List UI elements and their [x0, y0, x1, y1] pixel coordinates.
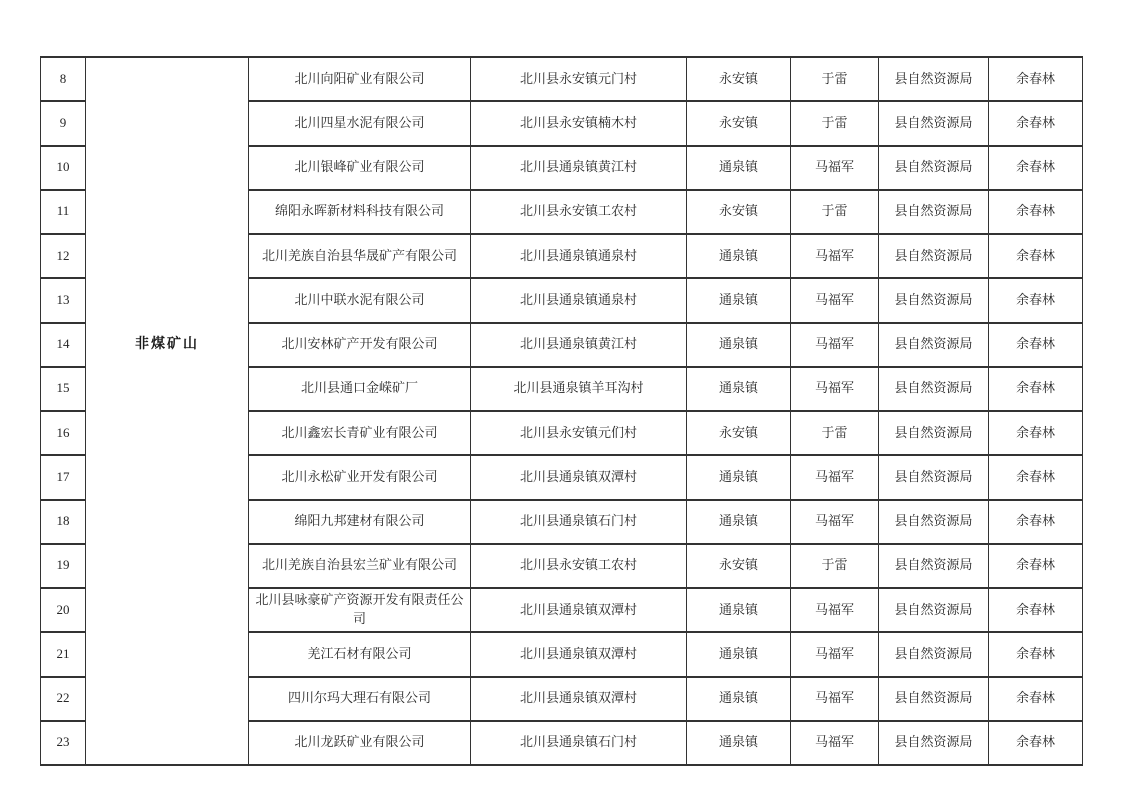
- company-cell: 北川鑫宏长青矿业有限公司: [249, 411, 471, 455]
- town-contact-cell: 马福军: [791, 234, 879, 278]
- department-cell: 县自然资源局: [879, 367, 989, 411]
- town-contact-cell: 马福军: [791, 677, 879, 721]
- town-contact-cell: 于雷: [791, 57, 879, 101]
- town-contact-cell: 于雷: [791, 190, 879, 234]
- department-cell: 县自然资源局: [879, 323, 989, 367]
- town-contact-cell: 于雷: [791, 411, 879, 455]
- town-cell: 永安镇: [687, 101, 791, 145]
- department-cell: 县自然资源局: [879, 146, 989, 190]
- company-cell: 绵阳九邦建材有限公司: [249, 500, 471, 544]
- supervisor-cell: 余春林: [989, 500, 1083, 544]
- address-cell: 北川县通泉镇黄江村: [471, 323, 687, 367]
- supervisor-cell: 余春林: [989, 57, 1083, 101]
- company-cell: 四川尔玛大理石有限公司: [249, 677, 471, 721]
- supervisor-cell: 余春林: [989, 632, 1083, 676]
- supervisor-cell: 余春林: [989, 721, 1083, 765]
- company-cell: 北川银峰矿业有限公司: [249, 146, 471, 190]
- town-cell: 通泉镇: [687, 677, 791, 721]
- address-cell: 北川县通泉镇羊耳沟村: [471, 367, 687, 411]
- address-cell: 北川县通泉镇双潭村: [471, 677, 687, 721]
- town-cell: 永安镇: [687, 57, 791, 101]
- town-contact-cell: 于雷: [791, 544, 879, 588]
- supervisor-cell: 余春林: [989, 190, 1083, 234]
- row-number-cell: 20: [41, 588, 86, 632]
- address-cell: 北川县永安镇工农村: [471, 544, 687, 588]
- row-number-cell: 11: [41, 190, 86, 234]
- department-cell: 县自然资源局: [879, 588, 989, 632]
- town-contact-cell: 马福军: [791, 632, 879, 676]
- row-number-cell: 9: [41, 101, 86, 145]
- town-contact-cell: 马福军: [791, 588, 879, 632]
- address-cell: 北川县通泉镇石门村: [471, 721, 687, 765]
- town-contact-cell: 马福军: [791, 146, 879, 190]
- town-cell: 通泉镇: [687, 721, 791, 765]
- category-cell: [86, 57, 249, 765]
- company-cell: 北川羌族自治县华晟矿产有限公司: [249, 234, 471, 278]
- row-number-cell: 8: [41, 57, 86, 101]
- row-number-cell: 16: [41, 411, 86, 455]
- town-cell: 通泉镇: [687, 455, 791, 499]
- department-cell: 县自然资源局: [879, 278, 989, 322]
- table-row: [41, 57, 1083, 101]
- town-contact-cell: 马福军: [791, 455, 879, 499]
- address-cell: 北川县通泉镇双潭村: [471, 588, 687, 632]
- department-cell: 县自然资源局: [879, 677, 989, 721]
- supervisor-cell: 余春林: [989, 367, 1083, 411]
- company-cell: 北川安林矿产开发有限公司: [249, 323, 471, 367]
- address-cell: 北川县通泉镇通泉村: [471, 278, 687, 322]
- address-cell: 北川县通泉镇黄江村: [471, 146, 687, 190]
- supervisor-cell: 余春林: [989, 677, 1083, 721]
- supervisor-cell: 余春林: [989, 323, 1083, 367]
- address-cell: 北川县通泉镇双潭村: [471, 455, 687, 499]
- department-cell: 县自然资源局: [879, 411, 989, 455]
- department-cell: 县自然资源局: [879, 632, 989, 676]
- town-cell: 通泉镇: [687, 367, 791, 411]
- company-cell: 北川龙跃矿业有限公司: [249, 721, 471, 765]
- address-cell: 北川县通泉镇双潭村: [471, 632, 687, 676]
- address-cell: 北川县永安镇工农村: [471, 190, 687, 234]
- company-cell: 北川县咏豪矿产资源开发有限责任公司: [249, 588, 471, 632]
- town-cell: 通泉镇: [687, 146, 791, 190]
- town-cell: 通泉镇: [687, 588, 791, 632]
- town-contact-cell: 马福军: [791, 721, 879, 765]
- address-cell: 北川县通泉镇石门村: [471, 500, 687, 544]
- row-number-cell: 13: [41, 278, 86, 322]
- company-cell: 北川中联水泥有限公司: [249, 278, 471, 322]
- supervisor-cell: 余春林: [989, 146, 1083, 190]
- town-contact-cell: 于雷: [791, 101, 879, 145]
- address-cell: 北川县永安镇元门村: [471, 57, 687, 101]
- supervisor-cell: 余春林: [989, 544, 1083, 588]
- row-number-cell: 17: [41, 455, 86, 499]
- supervisor-cell: 余春林: [989, 278, 1083, 322]
- category-label: 非煤矿山: [135, 337, 199, 353]
- supervisor-cell: 余春林: [989, 455, 1083, 499]
- mine-supervision-table: [40, 56, 1083, 766]
- supervisor-cell: 余春林: [989, 411, 1083, 455]
- row-number-cell: 10: [41, 146, 86, 190]
- supervisor-cell: 余春林: [989, 101, 1083, 145]
- row-number-cell: 21: [41, 632, 86, 676]
- town-cell: 永安镇: [687, 411, 791, 455]
- row-number-cell: 15: [41, 367, 86, 411]
- town-cell: 永安镇: [687, 544, 791, 588]
- table-body: [41, 57, 1083, 765]
- company-cell: 北川四星水泥有限公司: [249, 101, 471, 145]
- town-cell: 通泉镇: [687, 323, 791, 367]
- address-cell: 北川县永安镇楠木村: [471, 101, 687, 145]
- row-number-cell: 12: [41, 234, 86, 278]
- company-cell: 北川县通口金嵘矿厂: [249, 367, 471, 411]
- company-cell: 北川向阳矿业有限公司: [249, 57, 471, 101]
- town-contact-cell: 马福军: [791, 323, 879, 367]
- department-cell: 县自然资源局: [879, 500, 989, 544]
- town-contact-cell: 马福军: [791, 367, 879, 411]
- town-cell: 通泉镇: [687, 234, 791, 278]
- row-number-cell: 23: [41, 721, 86, 765]
- row-number-cell: 14: [41, 323, 86, 367]
- town-cell: 通泉镇: [687, 500, 791, 544]
- department-cell: 县自然资源局: [879, 190, 989, 234]
- address-cell: 北川县通泉镇通泉村: [471, 234, 687, 278]
- company-cell: 北川羌族自治县宏兰矿业有限公司: [249, 544, 471, 588]
- supervisor-cell: 余春林: [989, 588, 1083, 632]
- department-cell: 县自然资源局: [879, 455, 989, 499]
- company-cell: 羌江石材有限公司: [249, 632, 471, 676]
- town-contact-cell: 马福军: [791, 500, 879, 544]
- row-number-cell: 19: [41, 544, 86, 588]
- department-cell: 县自然资源局: [879, 57, 989, 101]
- department-cell: 县自然资源局: [879, 721, 989, 765]
- row-number-cell: 18: [41, 500, 86, 544]
- department-cell: 县自然资源局: [879, 101, 989, 145]
- town-cell: 通泉镇: [687, 278, 791, 322]
- department-cell: 县自然资源局: [879, 544, 989, 588]
- town-cell: 通泉镇: [687, 632, 791, 676]
- town-cell: 永安镇: [687, 190, 791, 234]
- department-cell: 县自然资源局: [879, 234, 989, 278]
- company-cell: 绵阳永晖新材料科技有限公司: [249, 190, 471, 234]
- address-cell: 北川县永安镇元们村: [471, 411, 687, 455]
- town-contact-cell: 马福军: [791, 278, 879, 322]
- company-cell: 北川永松矿业开发有限公司: [249, 455, 471, 499]
- supervisor-cell: 余春林: [989, 234, 1083, 278]
- row-number-cell: 22: [41, 677, 86, 721]
